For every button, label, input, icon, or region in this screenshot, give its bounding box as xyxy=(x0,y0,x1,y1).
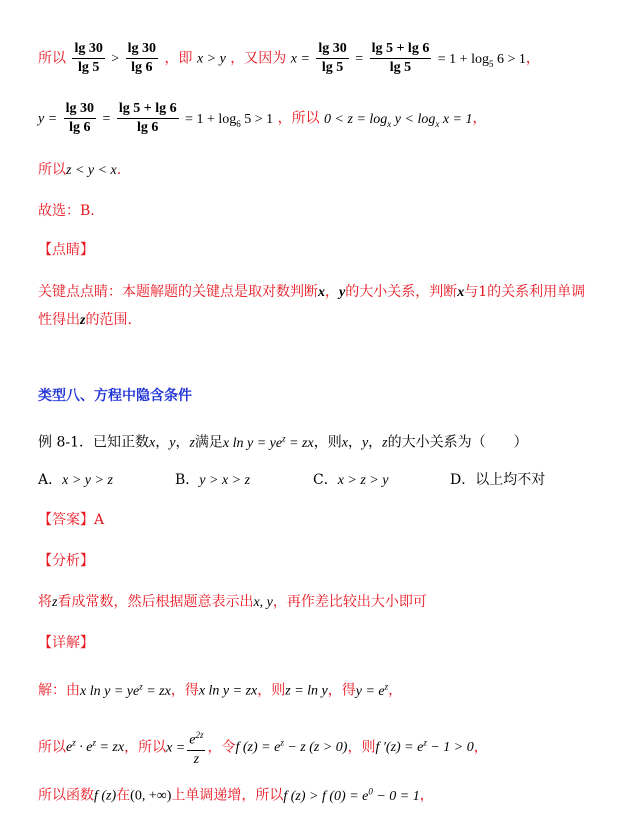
text: 在 xyxy=(116,787,131,804)
superscript: z xyxy=(72,737,76,748)
section-title xyxy=(38,386,192,406)
option-label: C． xyxy=(313,472,338,488)
text: ，又因为 xyxy=(230,50,287,67)
math: x xyxy=(149,435,156,451)
denominator: lg 6 xyxy=(69,120,91,135)
math xyxy=(355,681,389,699)
answer-line xyxy=(38,510,104,530)
text: ， xyxy=(347,434,362,451)
text: ， xyxy=(325,284,339,300)
math xyxy=(66,737,125,756)
text: ，则 xyxy=(257,682,286,699)
math: x, y xyxy=(253,595,273,610)
math xyxy=(235,737,348,756)
subscript: 6 xyxy=(236,118,241,129)
text: ，所以 xyxy=(124,739,167,756)
example-problem xyxy=(38,428,528,454)
text: ， xyxy=(155,434,170,451)
denominator: lg 6 xyxy=(131,60,153,75)
math xyxy=(324,112,472,127)
math: x = xyxy=(290,51,310,67)
text: ，则 xyxy=(313,434,342,451)
text: ， xyxy=(175,434,190,451)
text: 的范围. xyxy=(85,312,132,328)
text: 的大小关系为（ ） xyxy=(387,434,528,451)
math: y xyxy=(361,435,369,451)
dianjing-header xyxy=(38,240,94,260)
key-point-line-2 xyxy=(38,310,132,331)
math-part: 6 > 1 xyxy=(493,51,526,67)
text: 关键点点睛：本题解题的关键点是取对数判断 xyxy=(38,284,318,300)
text: 与1的关系利用单调 xyxy=(464,284,586,300)
math-part: x = 1 xyxy=(439,111,473,127)
math: x xyxy=(318,285,325,300)
math-part: · e xyxy=(75,740,93,756)
option-d xyxy=(450,470,545,490)
superscript: 0 xyxy=(368,786,373,796)
math: y = xyxy=(38,111,58,127)
detail-line-2 xyxy=(38,726,488,769)
math: z < y < x xyxy=(66,163,117,178)
math: = xyxy=(102,111,111,127)
numerator: lg 5 + lg 6 xyxy=(370,40,432,59)
subscript: x xyxy=(387,118,392,129)
math-part: = zx xyxy=(285,435,314,451)
option-expr: y > x > z xyxy=(199,473,251,488)
math-part: 0 < z = log xyxy=(324,111,388,127)
text: 性得出 xyxy=(38,312,80,328)
superscript: z xyxy=(92,737,96,748)
math-part: = zx xyxy=(95,740,125,756)
option-a xyxy=(38,470,113,491)
denominator: lg 5 xyxy=(77,60,100,75)
math-part: y = e xyxy=(355,683,385,699)
math: z xyxy=(80,313,86,328)
text: ， xyxy=(525,50,540,67)
option-label: B． xyxy=(175,472,200,488)
math-part: = 1 + log xyxy=(185,111,237,127)
option-expr: x > z > y xyxy=(337,473,389,488)
numerator: lg 30 xyxy=(126,40,158,59)
math: x xyxy=(341,435,348,451)
numerator: lg 30 xyxy=(64,100,96,119)
numerator xyxy=(187,726,205,751)
superscript: z xyxy=(282,433,286,443)
math: y xyxy=(169,435,176,451)
detail-line-3 xyxy=(38,781,434,807)
text: 所以 xyxy=(38,162,66,178)
title-text: 类型八、方程中隐含条件 xyxy=(38,388,192,404)
denominator: lg 6 xyxy=(137,120,159,135)
text: ，得 xyxy=(170,682,199,699)
text: ， xyxy=(472,110,487,127)
superscript: z xyxy=(423,737,427,748)
text: 上单调递增，所以 xyxy=(171,787,284,804)
text: 所以函数 xyxy=(38,787,94,804)
option-c xyxy=(313,470,389,491)
section-label: 【分析】 xyxy=(38,553,94,569)
math-part: = 1 + log xyxy=(437,51,489,67)
math-part: f ′(z) = e xyxy=(375,740,424,756)
math-part: 5 > 1 xyxy=(240,111,274,127)
text: ，则 xyxy=(347,739,376,756)
math-part: f (z) = e xyxy=(235,740,281,756)
math: = xyxy=(355,51,364,67)
superscript: z xyxy=(280,737,284,748)
text: ， xyxy=(388,682,403,699)
math-part: − 0 = 1 xyxy=(372,788,420,804)
math: (0, +∞) xyxy=(130,788,172,804)
subscript: 5 xyxy=(488,58,494,69)
math: f (z) xyxy=(94,788,117,804)
choice-line xyxy=(38,201,95,221)
math-part: y < log xyxy=(391,111,436,127)
math-part: − z (z > 0) xyxy=(283,740,348,756)
detail-header xyxy=(38,633,94,653)
math xyxy=(375,737,474,756)
option-label: A． xyxy=(38,472,63,488)
fraction xyxy=(64,100,96,137)
detail-line-1 xyxy=(38,676,402,702)
text: ，即 xyxy=(164,50,193,67)
denominator: lg 5 xyxy=(389,60,412,75)
math: y xyxy=(339,285,346,300)
math: z xyxy=(189,435,195,451)
text: 满足 xyxy=(194,434,223,451)
text: 将 xyxy=(38,594,52,610)
solution-line-2 xyxy=(38,100,487,137)
fraction xyxy=(370,40,432,77)
text: 例 8-1．已知正数 xyxy=(38,434,149,451)
math: x xyxy=(457,285,465,300)
key-point-line-1 xyxy=(38,282,585,303)
subscript: x xyxy=(435,118,440,129)
text: 的大小关系，判断 xyxy=(345,284,458,300)
option-expr: x > y > z xyxy=(62,473,113,488)
denominator: lg 5 xyxy=(321,60,344,75)
math xyxy=(438,52,526,67)
fraction xyxy=(72,40,104,77)
text: 所以 xyxy=(38,739,66,756)
text: ，再作差比较出大小即可 xyxy=(272,594,427,610)
superscript: z xyxy=(384,681,389,691)
fraction xyxy=(316,40,348,77)
section-label: 【详解】 xyxy=(38,635,94,651)
math: x = xyxy=(166,740,186,756)
numerator: lg 5 + lg 6 xyxy=(117,100,179,119)
option-b xyxy=(175,470,250,491)
math-part: e xyxy=(189,732,196,748)
math-part: x ln y = ye xyxy=(80,683,140,699)
math: z = ln y xyxy=(285,683,328,699)
text: ， xyxy=(419,787,434,804)
text: 所以 xyxy=(38,50,66,67)
numerator: lg 30 xyxy=(72,40,104,59)
option-label: D． xyxy=(450,472,476,488)
superscript: z xyxy=(139,681,143,691)
option-expr: 以上均不对 xyxy=(475,472,546,488)
text: 故选：B. xyxy=(38,203,95,219)
math: z xyxy=(52,595,58,610)
text: ，得 xyxy=(327,682,356,699)
numerator: lg 30 xyxy=(316,40,348,59)
math xyxy=(185,112,273,127)
math xyxy=(283,786,420,804)
math xyxy=(222,433,314,451)
math-part: = zx xyxy=(142,683,171,699)
fraction xyxy=(117,100,179,137)
math-part: e xyxy=(66,740,73,756)
fraction xyxy=(126,40,158,77)
math-part: f (z) > f (0) = e xyxy=(283,788,369,804)
math: x > y xyxy=(196,51,226,67)
section-label: 【答案】 xyxy=(38,512,94,528)
math: z xyxy=(382,435,388,451)
text: . xyxy=(116,162,122,178)
math-part: − 1 > 0 xyxy=(426,740,474,756)
analysis-header xyxy=(38,551,94,571)
answer-value: A xyxy=(94,512,105,528)
solution-line-1 xyxy=(38,40,540,77)
section-label: 【点睛】 xyxy=(38,242,94,258)
text: ，所以 xyxy=(277,110,320,127)
analysis-line xyxy=(38,592,427,613)
fraction xyxy=(187,726,205,769)
solution-line-3 xyxy=(38,160,121,181)
math: > xyxy=(111,51,120,67)
text: 解：由 xyxy=(38,682,80,699)
denominator: z xyxy=(193,751,200,767)
superscript: 2z xyxy=(195,730,204,740)
text: 看成常数，然后根据题意表示出 xyxy=(57,594,254,610)
math xyxy=(80,681,171,699)
options-row xyxy=(38,470,618,490)
text: ， xyxy=(473,739,488,756)
text: ， xyxy=(368,434,383,451)
text: ，令 xyxy=(207,739,236,756)
math-part: x ln y = ye xyxy=(222,435,283,451)
math: x ln y = zx xyxy=(198,683,258,699)
